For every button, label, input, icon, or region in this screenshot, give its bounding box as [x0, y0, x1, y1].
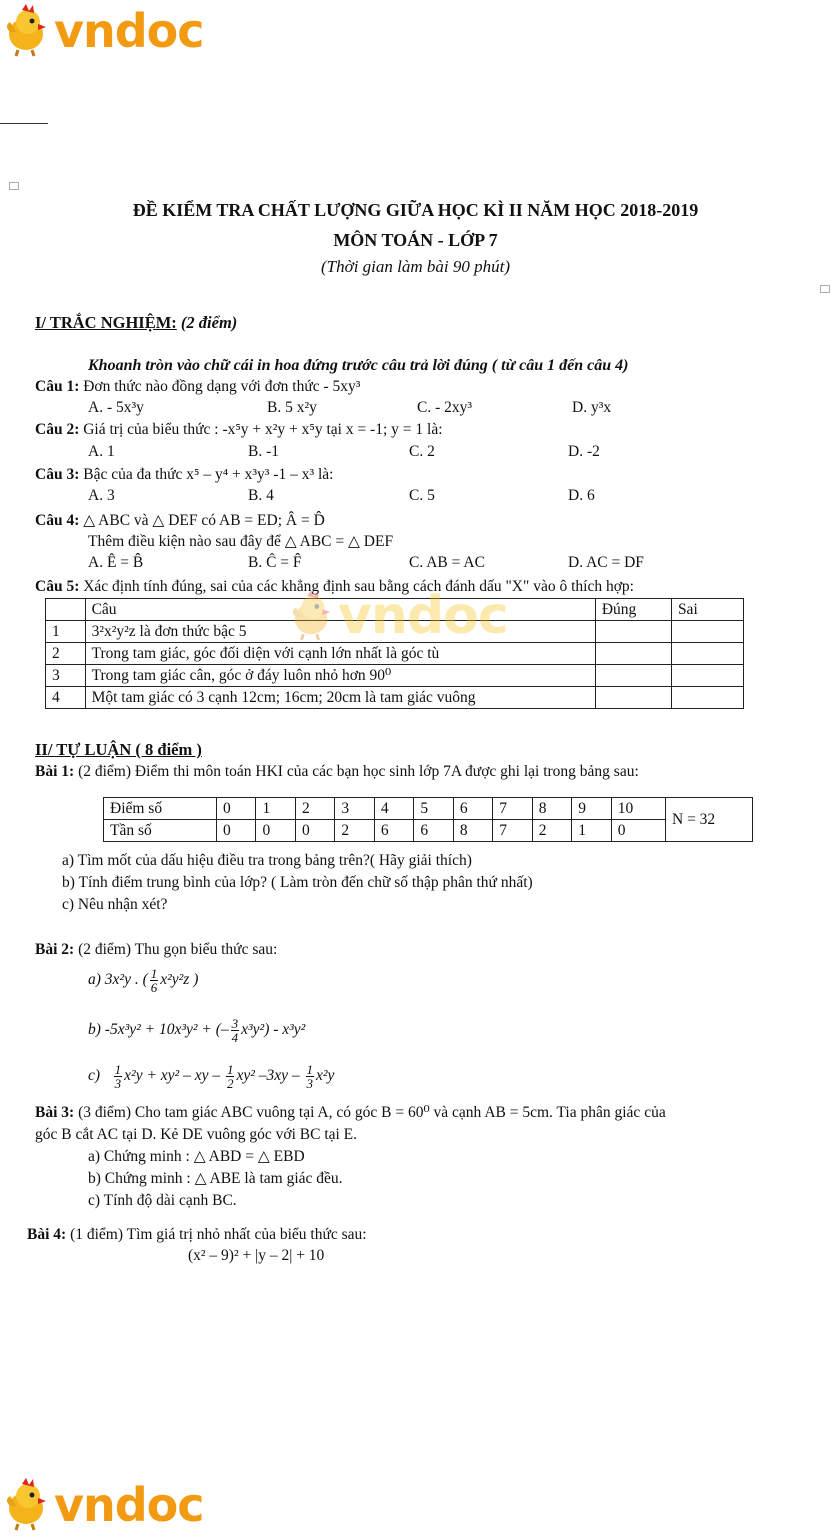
q4-condition: Thêm điều kiện nào sau đây để △ ABC = △ DEF: [88, 533, 394, 550]
expr-part: xy² –3xy –: [236, 1067, 300, 1084]
score-cell: 6: [453, 798, 492, 820]
frequency-cell: 2: [532, 820, 571, 842]
numerator: 3: [231, 1015, 239, 1031]
false-checkbox-cell[interactable]: [671, 643, 743, 665]
bai1-text: (2 điểm) Điểm thi môn toán HKI của các bạn học sinh lớp 7A được ghi lại trong bảng sau:: [78, 763, 639, 780]
question-5: [35, 577, 634, 596]
bai1-question-c: c) Nêu nhận xét?: [62, 896, 168, 913]
score-cell: 1: [256, 798, 295, 820]
row-number: 2: [46, 643, 86, 665]
false-checkbox-cell[interactable]: [671, 665, 743, 687]
row-number: 4: [46, 687, 86, 709]
q2-option-d[interactable]: D. -2: [568, 443, 600, 460]
true-false-table: [45, 598, 744, 709]
q4-option-a[interactable]: A. Ê = B̂: [88, 554, 144, 571]
bai3-text: (3 điểm) Cho tam giác ABC vuông tại A, có góc B = 60⁰ và cạnh AB = 5cm. Tia phân giác của: [78, 1104, 666, 1121]
bai1-question-a: a) Tìm mốt của dấu hiệu điều tra trong bảng trên?( Hãy giải thích): [62, 852, 472, 869]
frequency-cell: 0: [256, 820, 295, 842]
exam-title: ĐỀ KIỂM TRA CHẤT LƯỢNG GIỮA HỌC KÌ II NĂM HỌC 2018-2019: [132, 200, 699, 220]
expr-part: b) -5x³y² + 10x³y² + (–: [88, 1021, 229, 1038]
score-frequency-table: [103, 797, 753, 842]
row-statement: 3²x²y²z là đơn thức bậc 5: [85, 621, 595, 643]
true-checkbox-cell[interactable]: [595, 643, 671, 665]
score-cell: 0: [217, 798, 256, 820]
table-header-cell: Sai: [671, 599, 743, 621]
frequency-cell: 6: [374, 820, 413, 842]
q1-option-a[interactable]: A. - 5x³y: [88, 399, 144, 416]
row-number: 1: [46, 621, 86, 643]
frequency-cell: 2: [335, 820, 374, 842]
question-3: [35, 465, 333, 484]
q4-option-c[interactable]: C. AB = AC: [409, 554, 485, 571]
vndoc-logo-top[interactable]: [4, 4, 204, 58]
table-row: [46, 687, 744, 709]
part1-title: I/ TRẮC NGHIỆM:: [35, 313, 177, 332]
q5-text: Xác định tính đúng, sai của các khẳng định sau bằng cách đánh dấu "X" vào ô thích hợp:: [83, 578, 634, 595]
bai2-label: Bài 2:: [35, 941, 75, 958]
bai2: [35, 940, 277, 959]
part1-instruction: Khoanh tròn vào chữ cái in hoa đứng trước câu trả lời đúng ( từ câu 1 đến câu 4): [88, 357, 629, 374]
row-statement: Trong tam giác, góc đối diện với cạnh lớn nhất là góc tù: [85, 643, 595, 665]
q4-text: △ ABC và △ DEF có AB = ED; Â = D̂: [83, 512, 325, 529]
question-4: [35, 511, 325, 530]
table-row: [104, 798, 753, 820]
frequency-label: Tần số: [104, 820, 217, 842]
q5-label: Câu 5:: [35, 578, 80, 595]
bai1-question-b: b) Tính điểm trung bình của lớp? ( Làm tròn đến chữ số thập phân thứ nhất): [62, 874, 533, 891]
score-cell: 9: [572, 798, 611, 820]
q4-option-b[interactable]: B. Ĉ = F̂: [248, 554, 302, 571]
score-cell: 3: [335, 798, 374, 820]
expr-part: x²y: [316, 1067, 335, 1084]
table-row: [46, 665, 744, 687]
numerator: 1: [150, 965, 158, 981]
bai2-text: (2 điểm) Thu gọn biểu thức sau:: [78, 941, 278, 958]
bai2-expression-a: [88, 966, 198, 994]
divider: [0, 123, 48, 124]
watermark-text: vndoc: [338, 586, 508, 646]
frequency-cell: 7: [493, 820, 532, 842]
bai4-label: Bài 4:: [27, 1226, 67, 1243]
logo-text: vndoc: [54, 1478, 204, 1532]
score-cell: 5: [414, 798, 453, 820]
denominator: 4: [231, 1029, 239, 1045]
bai4-text: (1 điểm) Tìm giá trị nhỏ nhất của biểu thức sau:: [70, 1226, 367, 1243]
q2-label: Câu 2:: [35, 421, 80, 438]
true-checkbox-cell[interactable]: [595, 687, 671, 709]
false-checkbox-cell[interactable]: [671, 687, 743, 709]
logo-text: vndoc: [54, 4, 204, 58]
bai3-question-b: b) Chứng minh : △ ABE là tam giác đều.: [88, 1170, 343, 1187]
q3-option-c[interactable]: C. 5: [409, 487, 435, 504]
exam-subject: MÔN TOÁN - LỚP 7: [333, 230, 498, 250]
row-number: 3: [46, 665, 86, 687]
score-cell: 8: [532, 798, 571, 820]
table-header-cell: Câu: [85, 599, 595, 621]
expr-part: x²y²z ): [160, 971, 199, 988]
total-cell: N = 32: [666, 798, 753, 842]
q3-option-a[interactable]: A. 3: [88, 487, 115, 504]
table-header-row: [46, 599, 744, 621]
vndoc-logo-bottom[interactable]: [4, 1478, 204, 1532]
anchor-mark-icon: [820, 285, 830, 293]
fraction: [114, 1063, 123, 1090]
exam-duration: (Thời gian làm bài 90 phút): [321, 257, 510, 276]
q2-option-c[interactable]: C. 2: [409, 443, 435, 460]
table-row: [46, 621, 744, 643]
expr-part: x²y + xy² – xy –: [124, 1067, 221, 1084]
part1-points: (2 điểm): [180, 313, 238, 332]
q3-text: Bậc của đa thức x⁵ – y⁴ + x³y³ -1 – x³ là:: [83, 466, 334, 483]
chick-icon: [4, 1478, 50, 1532]
expr-part: c): [88, 1067, 101, 1084]
bai4-expression: (x² – 9)² + |y – 2| + 10: [188, 1247, 325, 1264]
score-label: Điểm số: [104, 798, 217, 820]
score-cell: 4: [374, 798, 413, 820]
part1-heading: [35, 313, 237, 332]
anchor-mark-icon: [9, 182, 19, 190]
score-cell: 10: [611, 798, 665, 820]
frequency-cell: 0: [611, 820, 665, 842]
q4-option-d[interactable]: D. AC = DF: [568, 554, 644, 571]
question-2: [35, 420, 443, 439]
denominator: 3: [306, 1075, 313, 1091]
q3-label: Câu 3:: [35, 466, 80, 483]
fraction: [150, 967, 159, 994]
row-statement: Một tam giác có 3 cạnh 12cm; 16cm; 20cm là tam giác vuông: [85, 687, 595, 709]
table-row: [46, 643, 744, 665]
frequency-cell: 6: [414, 820, 453, 842]
frequency-cell: 0: [295, 820, 334, 842]
question-1: [35, 377, 360, 396]
q1-option-d[interactable]: D. y³x: [572, 399, 612, 416]
fraction: [231, 1017, 240, 1044]
bai3-question-a: a) Chứng minh : △ ABD = △ EBD: [88, 1148, 305, 1165]
part2-heading: II/ TỰ LUẬN ( 8 điểm ): [35, 740, 202, 759]
numerator: 1: [114, 1061, 122, 1077]
q1-option-c[interactable]: C. - 2xy³: [417, 399, 473, 416]
fraction: [226, 1063, 235, 1090]
frequency-cell: 8: [453, 820, 492, 842]
chick-icon: [4, 4, 50, 58]
table-header-cell: [46, 599, 86, 621]
table-row: [104, 820, 753, 842]
table-header-cell: Đúng: [595, 599, 671, 621]
false-checkbox-cell[interactable]: [671, 621, 743, 643]
q1-option-b[interactable]: B. 5 x²y: [267, 399, 317, 416]
bai2-expression-c: [88, 1062, 334, 1090]
bai1: [35, 762, 639, 781]
true-checkbox-cell[interactable]: [595, 621, 671, 643]
denominator: 6: [150, 979, 158, 995]
q2-option-a[interactable]: A. 1: [88, 443, 115, 460]
expr-part: a) 3x²y . (: [88, 971, 148, 988]
bai3-question-c: c) Tính độ dài cạnh BC.: [88, 1192, 237, 1209]
q2-option-b[interactable]: B. -1: [248, 443, 279, 460]
frequency-cell: 1: [572, 820, 611, 842]
bai2-expression-b: [88, 1016, 305, 1044]
denominator: 2: [226, 1075, 234, 1091]
bai1-label: Bài 1:: [35, 763, 75, 780]
q3-option-d[interactable]: D. 6: [568, 487, 595, 504]
q2-text: Giá trị của biểu thức : -x⁵y + x²y + x⁵y tại x = -1; y = 1 là:: [83, 421, 443, 438]
score-cell: 7: [493, 798, 532, 820]
true-checkbox-cell[interactable]: [595, 665, 671, 687]
bai4: [27, 1225, 367, 1244]
bai3-label: Bài 3:: [35, 1104, 75, 1121]
expr-part: x³y²) - x³y²: [241, 1021, 306, 1038]
bai3: [35, 1103, 666, 1122]
q1-text: Đơn thức nào đồng dạng với đơn thức - 5xy³: [83, 378, 361, 395]
bai3-text-2: góc B cắt AC tại D. Kẻ DE vuông góc với BC tại E.: [35, 1126, 358, 1143]
q4-label: Câu 4:: [35, 512, 80, 529]
q1-label: Câu 1:: [35, 378, 80, 395]
fraction: [306, 1063, 315, 1090]
q3-option-b[interactable]: B. 4: [248, 487, 274, 504]
numerator: 1: [306, 1061, 313, 1077]
frequency-cell: 0: [217, 820, 256, 842]
numerator: 1: [226, 1061, 234, 1077]
denominator: 3: [114, 1075, 122, 1091]
score-cell: 2: [295, 798, 334, 820]
row-statement: Trong tam giác cân, góc ở đáy luôn nhỏ hơn 90⁰: [85, 665, 595, 687]
